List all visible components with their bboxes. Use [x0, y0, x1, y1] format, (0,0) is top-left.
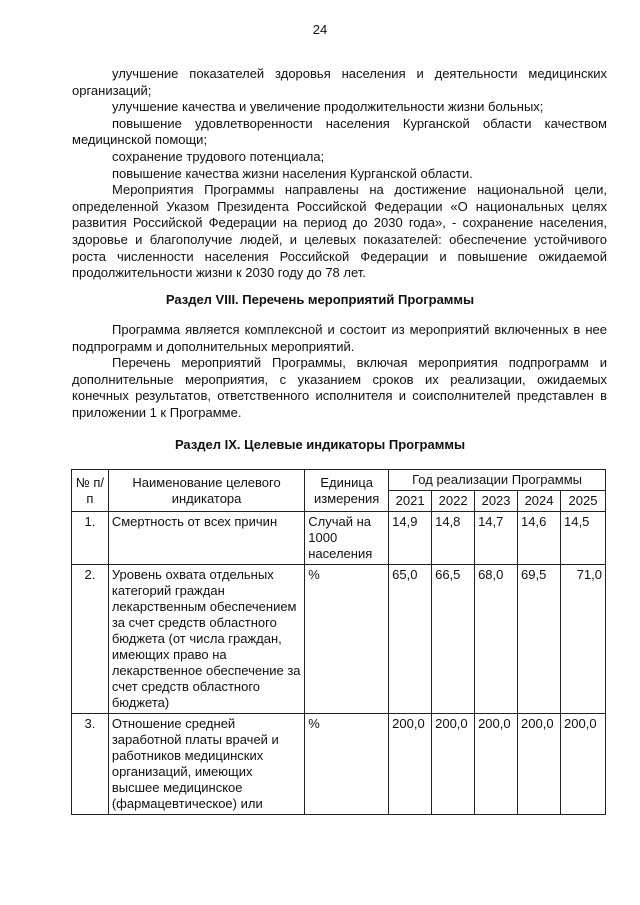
- intro-line-1-cont: организаций;: [72, 82, 152, 98]
- intro-line-4: сохранение трудового потенциала;: [112, 148, 325, 164]
- table-header-row: [72, 470, 606, 491]
- header-year: 2024: [518, 491, 561, 512]
- section-8-title: Раздел VIII. Перечень мероприятий Программы: [165, 292, 475, 307]
- section-8-paragraph-1: Программа является комплексной и состоит из мероприятий включенных в нее подпрограмм и дополнительных мероприятий.: [72, 322, 607, 354]
- indicator-value: 14,8: [432, 512, 475, 565]
- table-row: [72, 565, 606, 714]
- indicator-unit: %: [305, 714, 389, 815]
- indicator-value: 14,9: [389, 512, 432, 565]
- indicator-value: 68,0: [475, 565, 518, 714]
- header-year: 2022: [432, 491, 475, 512]
- header-unit: Единица измерения: [305, 470, 389, 512]
- indicator-value: 200,0: [389, 714, 432, 815]
- intro-line-2: улучшение качества и увеличение продолжительности жизни больных;: [112, 99, 544, 115]
- intro-line-5: повышение качества жизни населения Курганской области.: [112, 165, 473, 181]
- indicator-value: 14,6: [518, 512, 561, 565]
- indicator-value: 200,0: [432, 714, 475, 815]
- indicator-value: 66,5: [432, 565, 475, 714]
- section-8-paragraph-2: Перечень мероприятий Программы, включая мероприятия подпрограмм и дополнительные мероприятия, с указанием сроков их реализации, ожидаемых конечных результатов, ответственного исполнителя и соисполнителей представлен в приложении 1 к Программе.: [72, 355, 607, 420]
- indicator-unit: %: [305, 565, 389, 714]
- indicator-name: Смертность от всех причин: [108, 512, 304, 565]
- indicator-name: Отношение средней заработной платы врачей и работников медицинских организаций, имеющих высшее медицинское (фармацевтическое) или: [108, 714, 304, 815]
- table-row: [72, 714, 606, 815]
- intro-line-1: улучшение показателей здоровья населения и деятельности медицинских: [112, 66, 607, 81]
- row-number: 3.: [72, 714, 109, 815]
- indicator-value: 200,0: [518, 714, 561, 815]
- indicator-value: 14,7: [475, 512, 518, 565]
- section-9-title: Раздел IX. Целевые индикаторы Программы: [174, 437, 466, 452]
- row-number: 2.: [72, 565, 109, 714]
- indicator-value: 65,0: [389, 565, 432, 714]
- row-number: 1.: [72, 512, 109, 565]
- header-year: 2023: [475, 491, 518, 512]
- intro-line-3-cont: медицинской помощи;: [72, 132, 208, 148]
- header-number: № п/п: [72, 470, 109, 512]
- intro-line-3: повышение удовлетворенности населения Курганской области качеством: [112, 115, 607, 131]
- indicator-value: 71,0: [561, 565, 606, 714]
- indicator-value: 69,5: [518, 565, 561, 714]
- indicator-value: 14,5: [561, 512, 606, 565]
- indicators-table: [71, 469, 606, 815]
- section-8-body: [72, 322, 607, 422]
- indicator-name: Уровень охвата отдельных категорий граждан лекарственным обеспечением за счет средств областного бюджета (от числа граждан, имеющих право на лекарственное обеспечение за счет средств областного бюджета): [108, 565, 304, 714]
- header-year: 2021: [389, 491, 432, 512]
- header-year: 2025: [561, 491, 606, 512]
- indicator-value: 200,0: [561, 714, 606, 815]
- intro-block: [72, 66, 607, 282]
- header-indicator-name: Наименование целевого индикатора: [108, 470, 304, 512]
- page-number: 24: [312, 22, 328, 37]
- indicator-value: 200,0: [475, 714, 518, 815]
- intro-paragraph: Мероприятия Программы направлены на достижение национальной цели, определенной Указом Президента Российской Федерации «О национальных целях развития Российской Федерации на период до 2030 года», - сохранение населения, здоровье и благополучие людей, и целевых показателей: обеспечение устойчивого роста численности населения Российской Федерации и повышение ожидаемой продолжительности жизни к 2030 году до 78 лет.: [72, 182, 607, 281]
- header-years-group: Год реализации Программы: [389, 470, 606, 491]
- table-row: [72, 512, 606, 565]
- indicator-unit: Случай на 1000 населения: [305, 512, 389, 565]
